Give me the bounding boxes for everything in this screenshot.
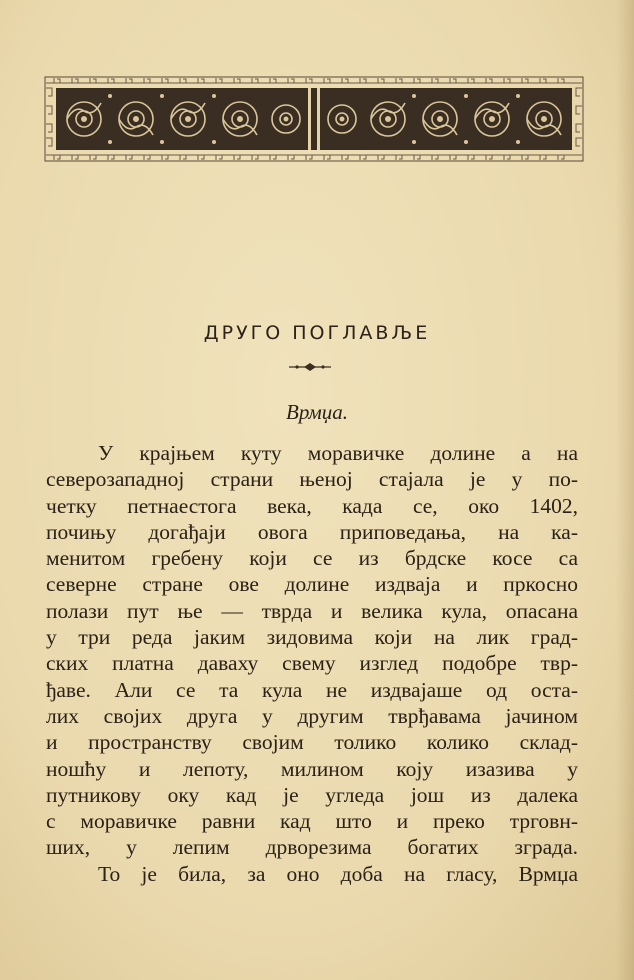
text-line: и пространству својим толико колико склад- [46,730,578,755]
page-edge-shadow [616,0,634,980]
body-paragraphs [46,440,578,887]
text-line: полази пут ње — тврда и велика кула, опасана [46,598,578,623]
text-line: северне стране ове долине издваја и пркосно [46,572,578,597]
section-title: Врмџа. [286,400,348,424]
chapter-title: ДРУГО ПОГЛАВЉЕ [203,322,431,344]
text-line: ских платна даваху свему изглед подобре твр- [46,651,578,676]
text-line: У крајњем куту моравичке долине а на [98,441,578,465]
text-line: ђаве. Али се та кула не издвајаше од оста- [46,677,578,702]
text-line: четку петнаестога века, када се, око 1402, [46,493,578,518]
text-line: ших, у лепим дрворезима богатих зграда. [46,835,578,860]
text-line: менитом гребену који се из брдске косе са [46,546,578,571]
text-line: у три реда јаким зидовима који на лик град- [46,625,578,650]
text-line: почињу догађаји овога приповедања, на ка- [46,519,578,544]
decorative-headpiece [44,76,584,162]
text-line: с моравичке равни кад што и преко трговн- [46,809,578,834]
text-line: ношћу и лепоту, милином коју изазива у [46,756,578,781]
text-line: путникову оку кад је угледа још из далека [46,782,578,807]
divider-ornament [287,362,333,372]
text-line: лих својих друга у другим тврђавама јачином [46,703,578,728]
text-line: То је била, за оно доба на гласу, Врмџа [98,861,578,886]
text-line: северозападној страни њеној стајала је у по- [46,467,578,492]
